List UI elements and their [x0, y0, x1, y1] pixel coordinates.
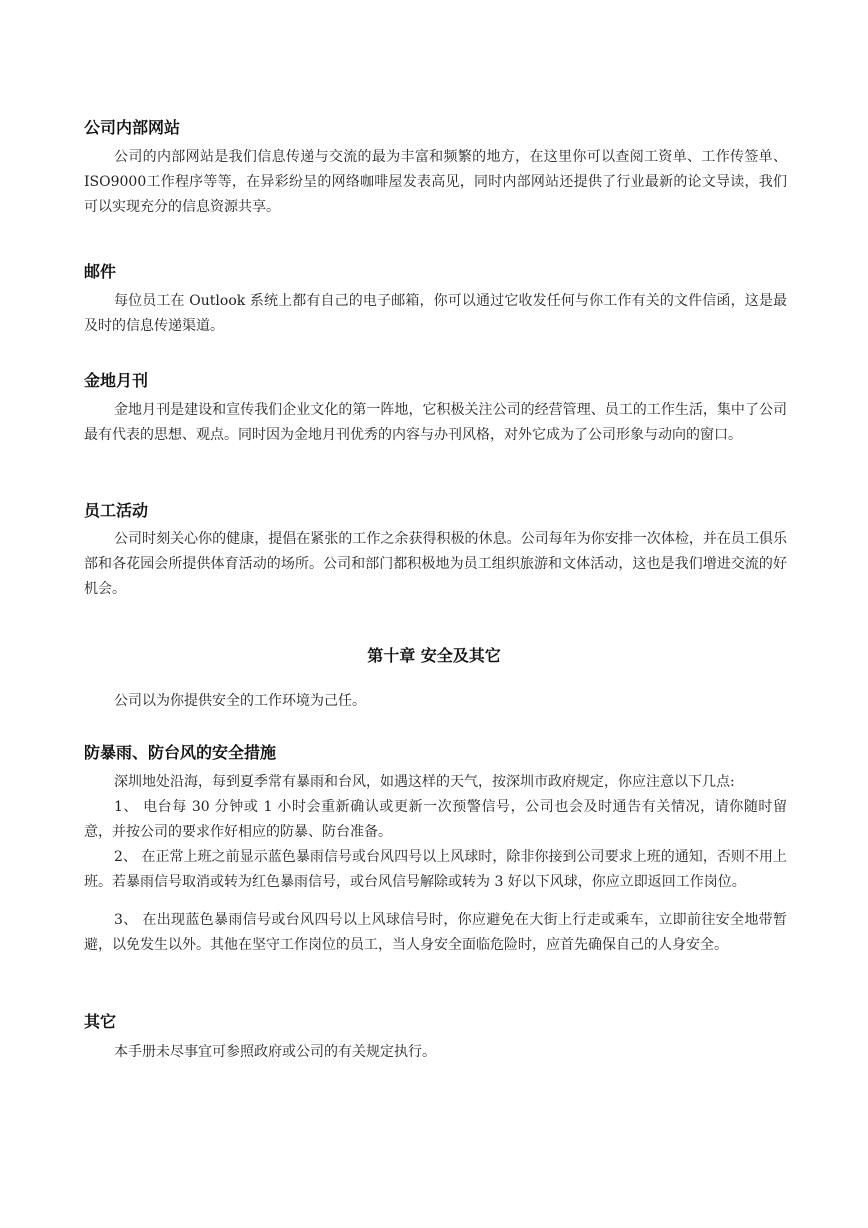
- section-heading-intranet: 公司内部网站: [84, 118, 181, 137]
- paragraph-activities: 公司时刻关心你的健康，提倡在紧张的工作之余获得积极的休息。公司每年为你安排一次体检，并在员工俱乐部和各花园会所提供体育活动的场所。公司和部门都积极地为员工组织旅游和文体活动，这也是我们增进交流的好机会。: [84, 531, 787, 597]
- paragraph-email: 每位员工在 Outlook 系统上都有自己的电子邮箱，你可以通过它收发任何与你工作有关的文件信函，这是最及时的信息传递渠道。: [84, 293, 787, 334]
- paragraph-monthly: 金地月刊是建设和宣传我们企业文化的第一阵地，它积极关注公司的经营管理、员工的工作生活，集中了公司最有代表的思想、观点。同时因为金地月刊优秀的内容与办刊风格，对外它成为了公司形象与动向的窗口。: [84, 402, 787, 443]
- chapter-intro: 公司以为你提供安全的工作环境为己任。: [114, 693, 366, 709]
- storm-item-2: 2、 在正常上班之前显示蓝色暴雨信号或台风四号以上风球时，除非你接到公司要求上班的通知，否则不用上班。若暴雨信号取消或转为红色暴雨信号，或台风信号解除或转为 3 好以下风球，你应立即返回工作岗位。: [84, 849, 787, 890]
- section-heading-email: 邮件: [84, 262, 117, 281]
- storm-item-3: 3、 在出现蓝色暴雨信号或台风四号以上风球信号时，你应避免在大街上行走或乘车，立即前往安全地带暂避，以免发生以外。其他在坚守工作岗位的员工，当人身安全面临危险时，应首先确保自己的人身安全。: [84, 912, 787, 953]
- storm-intro: 深圳地处沿海，每到夏季常有暴雨和台风，如遇这样的天气，按深圳市政府规定，你应注意以下几点:: [114, 774, 735, 790]
- section-heading-storm: 防暴雨、防台风的安全措施: [84, 743, 277, 762]
- paragraph-intranet: 公司的内部网站是我们信息传递与交流的最为丰富和频繁的地方，在这里你可以查阅工资单、工作传签单、ISO9000工作程序等等，在异彩纷呈的网络咖啡屋发表高见，同时内部网站还提供了行业最新的论文导读，我们可以实现充分的信息资源共享。: [84, 149, 787, 215]
- section-heading-other: 其它: [84, 1012, 117, 1031]
- storm-item-1: 1、 电台每 30 分钟或 1 小时会重新确认或更新一次预警信号，公司也会及时通告有关情况，请你随时留意，并按公司的要求作好相应的防暴、防台准备。: [84, 799, 787, 840]
- chapter-title: 第十章 安全及其它: [367, 646, 501, 665]
- section-heading-activities: 员工活动: [84, 501, 149, 520]
- section-heading-monthly: 金地月刊: [84, 371, 149, 390]
- paragraph-other: 本手册未尽事宜可参照政府或公司的有关规定执行。: [114, 1044, 436, 1060]
